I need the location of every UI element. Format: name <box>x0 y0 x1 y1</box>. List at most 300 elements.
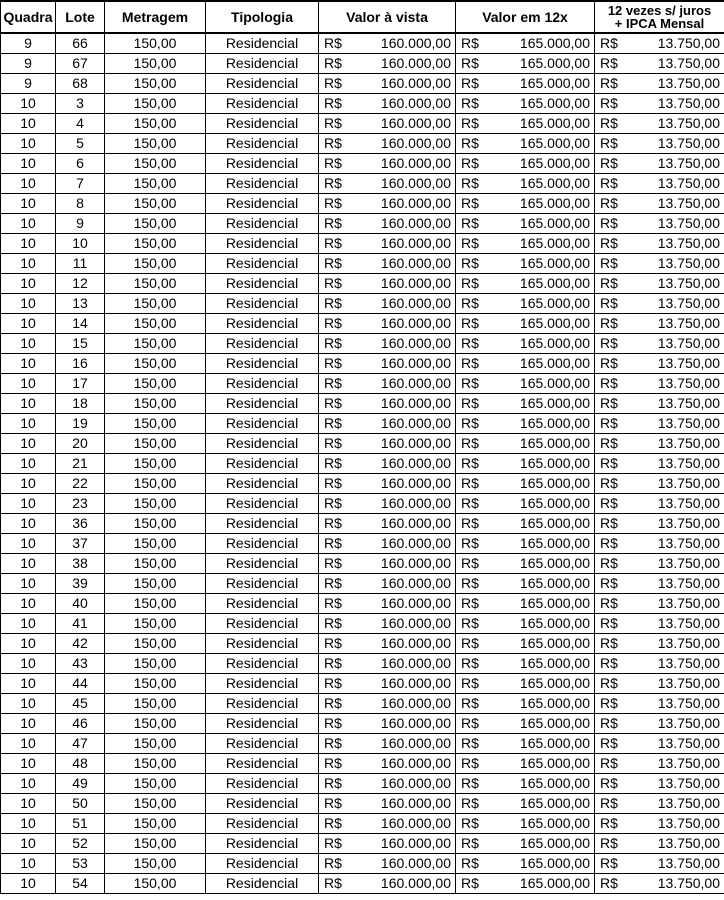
cell-currency-12x: R$ <box>456 714 499 734</box>
cell-metragem: 150,00 <box>105 574 206 594</box>
cell-currency-vista: R$ <box>319 694 361 714</box>
cell-currency-parcela: R$ <box>595 174 631 194</box>
cell-valor-12x: 165.000,00 <box>499 714 595 734</box>
cell-tipologia: Residencial <box>206 254 319 274</box>
table-row <box>1 774 724 794</box>
cell-currency-parcela: R$ <box>595 834 631 854</box>
cell-tipologia: Residencial <box>206 754 319 774</box>
cell-tipologia: Residencial <box>206 574 319 594</box>
table-row <box>1 834 724 854</box>
cell-metragem: 150,00 <box>105 254 206 274</box>
cell-quadra: 10 <box>1 454 56 474</box>
cell-valor-12x: 165.000,00 <box>499 694 595 714</box>
cell-currency-vista: R$ <box>319 754 361 774</box>
cell-currency-vista: R$ <box>319 434 361 454</box>
cell-lote: 39 <box>56 574 105 594</box>
cell-metragem: 150,00 <box>105 554 206 574</box>
cell-currency-12x: R$ <box>456 74 499 94</box>
cell-currency-parcela: R$ <box>595 774 631 794</box>
cell-currency-vista: R$ <box>319 294 361 314</box>
cell-valor-12x: 165.000,00 <box>499 234 595 254</box>
cell-currency-12x: R$ <box>456 274 499 294</box>
cell-valor-12x: 165.000,00 <box>499 734 595 754</box>
cell-currency-12x: R$ <box>456 134 499 154</box>
cell-tipologia: Residencial <box>206 394 319 414</box>
cell-valor-vista: 160.000,00 <box>361 234 456 254</box>
cell-valor-12x: 165.000,00 <box>499 654 595 674</box>
cell-valor-vista: 160.000,00 <box>361 114 456 134</box>
cell-currency-parcela: R$ <box>595 94 631 114</box>
cell-currency-12x: R$ <box>456 254 499 274</box>
cell-valor-vista: 160.000,00 <box>361 94 456 114</box>
cell-tipologia: Residencial <box>206 714 319 734</box>
cell-lote: 7 <box>56 174 105 194</box>
cell-currency-vista: R$ <box>319 554 361 574</box>
cell-currency-parcela: R$ <box>595 194 631 214</box>
cell-parcela: 13.750,00 <box>631 54 724 74</box>
cell-quadra: 10 <box>1 674 56 694</box>
table-row <box>1 474 724 494</box>
cell-currency-12x: R$ <box>456 554 499 574</box>
header-valor-12x: Valor em 12x <box>456 1 595 33</box>
cell-metragem: 150,00 <box>105 54 206 74</box>
cell-currency-vista: R$ <box>319 354 361 374</box>
cell-valor-vista: 160.000,00 <box>361 174 456 194</box>
cell-quadra: 9 <box>1 74 56 94</box>
cell-valor-12x: 165.000,00 <box>499 174 595 194</box>
cell-currency-parcela: R$ <box>595 434 631 454</box>
cell-valor-vista: 160.000,00 <box>361 354 456 374</box>
header-parcelas-line1: 12 vezes s/ juros <box>607 3 712 18</box>
cell-valor-vista: 160.000,00 <box>361 814 456 834</box>
cell-parcela: 13.750,00 <box>631 134 724 154</box>
cell-valor-12x: 165.000,00 <box>499 534 595 554</box>
table-body <box>1 33 724 894</box>
cell-metragem: 150,00 <box>105 514 206 534</box>
cell-currency-vista: R$ <box>319 394 361 414</box>
cell-currency-12x: R$ <box>456 414 499 434</box>
cell-valor-12x: 165.000,00 <box>499 374 595 394</box>
cell-valor-12x: 165.000,00 <box>499 134 595 154</box>
cell-valor-vista: 160.000,00 <box>361 334 456 354</box>
cell-metragem: 150,00 <box>105 33 206 54</box>
cell-valor-12x: 165.000,00 <box>499 454 595 474</box>
cell-currency-12x: R$ <box>456 94 499 114</box>
cell-parcela: 13.750,00 <box>631 274 724 294</box>
cell-lote: 11 <box>56 254 105 274</box>
cell-tipologia: Residencial <box>206 534 319 554</box>
cell-parcela: 13.750,00 <box>631 33 724 54</box>
cell-metragem: 150,00 <box>105 834 206 854</box>
cell-currency-vista: R$ <box>319 74 361 94</box>
cell-quadra: 10 <box>1 794 56 814</box>
cell-currency-12x: R$ <box>456 874 499 894</box>
cell-valor-vista: 160.000,00 <box>361 394 456 414</box>
cell-tipologia: Residencial <box>206 114 319 134</box>
cell-valor-vista: 160.000,00 <box>361 494 456 514</box>
cell-valor-12x: 165.000,00 <box>499 614 595 634</box>
cell-parcela: 13.750,00 <box>631 774 724 794</box>
cell-lote: 53 <box>56 854 105 874</box>
cell-currency-vista: R$ <box>319 594 361 614</box>
cell-valor-12x: 165.000,00 <box>499 434 595 454</box>
cell-valor-12x: 165.000,00 <box>499 574 595 594</box>
cell-valor-vista: 160.000,00 <box>361 674 456 694</box>
cell-lote: 68 <box>56 74 105 94</box>
cell-currency-parcela: R$ <box>595 74 631 94</box>
cell-valor-vista: 160.000,00 <box>361 554 456 574</box>
cell-currency-12x: R$ <box>456 114 499 134</box>
cell-quadra: 10 <box>1 774 56 794</box>
cell-parcela: 13.750,00 <box>631 494 724 514</box>
cell-quadra: 10 <box>1 634 56 654</box>
cell-metragem: 150,00 <box>105 474 206 494</box>
cell-parcela: 13.750,00 <box>631 554 724 574</box>
cell-valor-12x: 165.000,00 <box>499 794 595 814</box>
cell-lote: 45 <box>56 694 105 714</box>
cell-metragem: 150,00 <box>105 454 206 474</box>
cell-lote: 10 <box>56 234 105 254</box>
cell-currency-vista: R$ <box>319 114 361 134</box>
cell-quadra: 10 <box>1 554 56 574</box>
cell-parcela: 13.750,00 <box>631 834 724 854</box>
cell-quadra: 10 <box>1 494 56 514</box>
cell-currency-12x: R$ <box>456 834 499 854</box>
cell-tipologia: Residencial <box>206 854 319 874</box>
cell-quadra: 10 <box>1 294 56 314</box>
table-row <box>1 314 724 334</box>
cell-lote: 67 <box>56 54 105 74</box>
cell-lote: 54 <box>56 874 105 894</box>
cell-tipologia: Residencial <box>206 234 319 254</box>
table-row <box>1 654 724 674</box>
cell-currency-parcela: R$ <box>595 594 631 614</box>
table-row <box>1 234 724 254</box>
cell-quadra: 10 <box>1 714 56 734</box>
cell-parcela: 13.750,00 <box>631 194 724 214</box>
cell-tipologia: Residencial <box>206 654 319 674</box>
cell-valor-12x: 165.000,00 <box>499 314 595 334</box>
cell-parcela: 13.750,00 <box>631 154 724 174</box>
cell-valor-vista: 160.000,00 <box>361 454 456 474</box>
table-row <box>1 194 724 214</box>
cell-parcela: 13.750,00 <box>631 374 724 394</box>
cell-quadra: 10 <box>1 354 56 374</box>
cell-tipologia: Residencial <box>206 194 319 214</box>
table-row <box>1 874 724 894</box>
cell-metragem: 150,00 <box>105 294 206 314</box>
cell-currency-parcela: R$ <box>595 694 631 714</box>
cell-valor-vista: 160.000,00 <box>361 254 456 274</box>
cell-tipologia: Residencial <box>206 734 319 754</box>
cell-currency-vista: R$ <box>319 654 361 674</box>
cell-tipologia: Residencial <box>206 454 319 474</box>
cell-lote: 43 <box>56 654 105 674</box>
cell-currency-vista: R$ <box>319 154 361 174</box>
table-row <box>1 54 724 74</box>
cell-quadra: 9 <box>1 54 56 74</box>
cell-quadra: 10 <box>1 534 56 554</box>
cell-valor-vista: 160.000,00 <box>361 414 456 434</box>
cell-quadra: 10 <box>1 594 56 614</box>
cell-valor-vista: 160.000,00 <box>361 594 456 614</box>
cell-currency-vista: R$ <box>319 874 361 894</box>
cell-valor-12x: 165.000,00 <box>499 194 595 214</box>
cell-currency-parcela: R$ <box>595 614 631 634</box>
cell-currency-vista: R$ <box>319 334 361 354</box>
cell-currency-parcela: R$ <box>595 414 631 434</box>
cell-currency-vista: R$ <box>319 214 361 234</box>
cell-valor-vista: 160.000,00 <box>361 154 456 174</box>
cell-tipologia: Residencial <box>206 274 319 294</box>
cell-parcela: 13.750,00 <box>631 534 724 554</box>
table-row <box>1 674 724 694</box>
cell-quadra: 10 <box>1 214 56 234</box>
cell-valor-vista: 160.000,00 <box>361 54 456 74</box>
cell-lote: 52 <box>56 834 105 854</box>
cell-currency-12x: R$ <box>456 614 499 634</box>
cell-metragem: 150,00 <box>105 634 206 654</box>
table-row <box>1 214 724 234</box>
cell-quadra: 10 <box>1 114 56 134</box>
cell-currency-vista: R$ <box>319 634 361 654</box>
cell-valor-12x: 165.000,00 <box>499 594 595 614</box>
cell-valor-12x: 165.000,00 <box>499 634 595 654</box>
cell-currency-12x: R$ <box>456 654 499 674</box>
table-row <box>1 414 724 434</box>
cell-currency-12x: R$ <box>456 394 499 414</box>
cell-valor-vista: 160.000,00 <box>361 614 456 634</box>
cell-parcela: 13.750,00 <box>631 414 724 434</box>
cell-lote: 6 <box>56 154 105 174</box>
cell-tipologia: Residencial <box>206 514 319 534</box>
cell-currency-vista: R$ <box>319 134 361 154</box>
table-row <box>1 33 724 54</box>
cell-metragem: 150,00 <box>105 534 206 554</box>
cell-valor-12x: 165.000,00 <box>499 834 595 854</box>
cell-valor-12x: 165.000,00 <box>499 154 595 174</box>
cell-metragem: 150,00 <box>105 234 206 254</box>
cell-valor-12x: 165.000,00 <box>499 274 595 294</box>
cell-parcela: 13.750,00 <box>631 634 724 654</box>
cell-lote: 44 <box>56 674 105 694</box>
cell-tipologia: Residencial <box>206 174 319 194</box>
header-parcelas <box>595 1 724 33</box>
cell-currency-vista: R$ <box>319 274 361 294</box>
cell-metragem: 150,00 <box>105 754 206 774</box>
cell-currency-vista: R$ <box>319 794 361 814</box>
cell-metragem: 150,00 <box>105 354 206 374</box>
cell-lote: 42 <box>56 634 105 654</box>
cell-metragem: 150,00 <box>105 694 206 714</box>
cell-lote: 46 <box>56 714 105 734</box>
cell-metragem: 150,00 <box>105 374 206 394</box>
cell-currency-parcela: R$ <box>595 794 631 814</box>
table-row <box>1 374 724 394</box>
cell-parcela: 13.750,00 <box>631 294 724 314</box>
cell-lote: 49 <box>56 774 105 794</box>
cell-tipologia: Residencial <box>206 354 319 374</box>
cell-lote: 16 <box>56 354 105 374</box>
cell-currency-parcela: R$ <box>595 33 631 54</box>
cell-metragem: 150,00 <box>105 134 206 154</box>
cell-currency-vista: R$ <box>319 614 361 634</box>
cell-tipologia: Residencial <box>206 834 319 854</box>
cell-tipologia: Residencial <box>206 414 319 434</box>
cell-currency-vista: R$ <box>319 454 361 474</box>
cell-currency-12x: R$ <box>456 314 499 334</box>
cell-valor-vista: 160.000,00 <box>361 834 456 854</box>
cell-quadra: 10 <box>1 654 56 674</box>
cell-currency-vista: R$ <box>319 474 361 494</box>
cell-metragem: 150,00 <box>105 794 206 814</box>
cell-currency-parcela: R$ <box>595 474 631 494</box>
cell-valor-vista: 160.000,00 <box>361 634 456 654</box>
cell-valor-12x: 165.000,00 <box>499 474 595 494</box>
table-row <box>1 554 724 574</box>
table-row <box>1 434 724 454</box>
cell-metragem: 150,00 <box>105 154 206 174</box>
cell-tipologia: Residencial <box>206 494 319 514</box>
cell-lote: 4 <box>56 114 105 134</box>
cell-tipologia: Residencial <box>206 74 319 94</box>
cell-currency-12x: R$ <box>456 534 499 554</box>
cell-currency-parcela: R$ <box>595 854 631 874</box>
table-row <box>1 254 724 274</box>
cell-metragem: 150,00 <box>105 734 206 754</box>
cell-valor-12x: 165.000,00 <box>499 294 595 314</box>
cell-tipologia: Residencial <box>206 614 319 634</box>
cell-lote: 37 <box>56 534 105 554</box>
cell-lote: 14 <box>56 314 105 334</box>
table-row <box>1 494 724 514</box>
cell-parcela: 13.750,00 <box>631 574 724 594</box>
cell-parcela: 13.750,00 <box>631 394 724 414</box>
cell-quadra: 10 <box>1 94 56 114</box>
cell-currency-12x: R$ <box>456 454 499 474</box>
cell-currency-12x: R$ <box>456 494 499 514</box>
cell-currency-parcela: R$ <box>595 734 631 754</box>
table-row <box>1 454 724 474</box>
cell-valor-vista: 160.000,00 <box>361 474 456 494</box>
cell-currency-parcela: R$ <box>595 534 631 554</box>
cell-metragem: 150,00 <box>105 614 206 634</box>
cell-currency-12x: R$ <box>456 154 499 174</box>
cell-currency-12x: R$ <box>456 194 499 214</box>
cell-metragem: 150,00 <box>105 314 206 334</box>
cell-tipologia: Residencial <box>206 154 319 174</box>
cell-quadra: 10 <box>1 234 56 254</box>
table-row <box>1 734 724 754</box>
cell-lote: 8 <box>56 194 105 214</box>
cell-currency-12x: R$ <box>456 214 499 234</box>
cell-parcela: 13.750,00 <box>631 354 724 374</box>
cell-parcela: 13.750,00 <box>631 614 724 634</box>
cell-tipologia: Residencial <box>206 294 319 314</box>
cell-currency-vista: R$ <box>319 314 361 334</box>
cell-quadra: 10 <box>1 834 56 854</box>
cell-currency-parcela: R$ <box>595 514 631 534</box>
cell-currency-12x: R$ <box>456 574 499 594</box>
cell-valor-vista: 160.000,00 <box>361 314 456 334</box>
cell-parcela: 13.750,00 <box>631 754 724 774</box>
cell-valor-12x: 165.000,00 <box>499 554 595 574</box>
cell-lote: 23 <box>56 494 105 514</box>
cell-currency-parcela: R$ <box>595 294 631 314</box>
cell-valor-12x: 165.000,00 <box>499 33 595 54</box>
table-row <box>1 854 724 874</box>
cell-parcela: 13.750,00 <box>631 734 724 754</box>
cell-parcela: 13.750,00 <box>631 874 724 894</box>
cell-valor-vista: 160.000,00 <box>361 854 456 874</box>
table-row <box>1 634 724 654</box>
cell-valor-12x: 165.000,00 <box>499 874 595 894</box>
table-row <box>1 134 724 154</box>
table-row <box>1 274 724 294</box>
header-metragem: Metragem <box>105 1 206 33</box>
cell-currency-parcela: R$ <box>595 814 631 834</box>
cell-tipologia: Residencial <box>206 594 319 614</box>
cell-lote: 20 <box>56 434 105 454</box>
cell-parcela: 13.750,00 <box>631 234 724 254</box>
cell-currency-vista: R$ <box>319 194 361 214</box>
cell-tipologia: Residencial <box>206 314 319 334</box>
cell-lote: 9 <box>56 214 105 234</box>
cell-currency-parcela: R$ <box>595 234 631 254</box>
cell-valor-vista: 160.000,00 <box>361 574 456 594</box>
cell-currency-parcela: R$ <box>595 634 631 654</box>
table-row <box>1 814 724 834</box>
cell-lote: 22 <box>56 474 105 494</box>
cell-currency-12x: R$ <box>456 794 499 814</box>
table-row <box>1 594 724 614</box>
cell-tipologia: Residencial <box>206 54 319 74</box>
cell-quadra: 10 <box>1 874 56 894</box>
cell-lote: 48 <box>56 754 105 774</box>
cell-valor-vista: 160.000,00 <box>361 33 456 54</box>
cell-valor-vista: 160.000,00 <box>361 214 456 234</box>
cell-parcela: 13.750,00 <box>631 694 724 714</box>
cell-currency-parcela: R$ <box>595 554 631 574</box>
cell-currency-12x: R$ <box>456 354 499 374</box>
cell-currency-parcela: R$ <box>595 54 631 74</box>
cell-currency-12x: R$ <box>456 594 499 614</box>
cell-valor-vista: 160.000,00 <box>361 74 456 94</box>
cell-lote: 66 <box>56 33 105 54</box>
header-valor-vista: Valor à vista <box>319 1 456 33</box>
cell-metragem: 150,00 <box>105 174 206 194</box>
cell-valor-12x: 165.000,00 <box>499 214 595 234</box>
cell-quadra: 10 <box>1 474 56 494</box>
cell-quadra: 10 <box>1 734 56 754</box>
cell-parcela: 13.750,00 <box>631 854 724 874</box>
cell-quadra: 10 <box>1 334 56 354</box>
cell-valor-vista: 160.000,00 <box>361 514 456 534</box>
cell-currency-12x: R$ <box>456 514 499 534</box>
cell-currency-parcela: R$ <box>595 654 631 674</box>
cell-valor-vista: 160.000,00 <box>361 714 456 734</box>
cell-currency-vista: R$ <box>319 534 361 554</box>
table-row <box>1 714 724 734</box>
cell-valor-12x: 165.000,00 <box>499 94 595 114</box>
cell-tipologia: Residencial <box>206 374 319 394</box>
cell-lote: 18 <box>56 394 105 414</box>
cell-metragem: 150,00 <box>105 674 206 694</box>
cell-quadra: 10 <box>1 614 56 634</box>
cell-tipologia: Residencial <box>206 434 319 454</box>
cell-metragem: 150,00 <box>105 74 206 94</box>
cell-metragem: 150,00 <box>105 814 206 834</box>
